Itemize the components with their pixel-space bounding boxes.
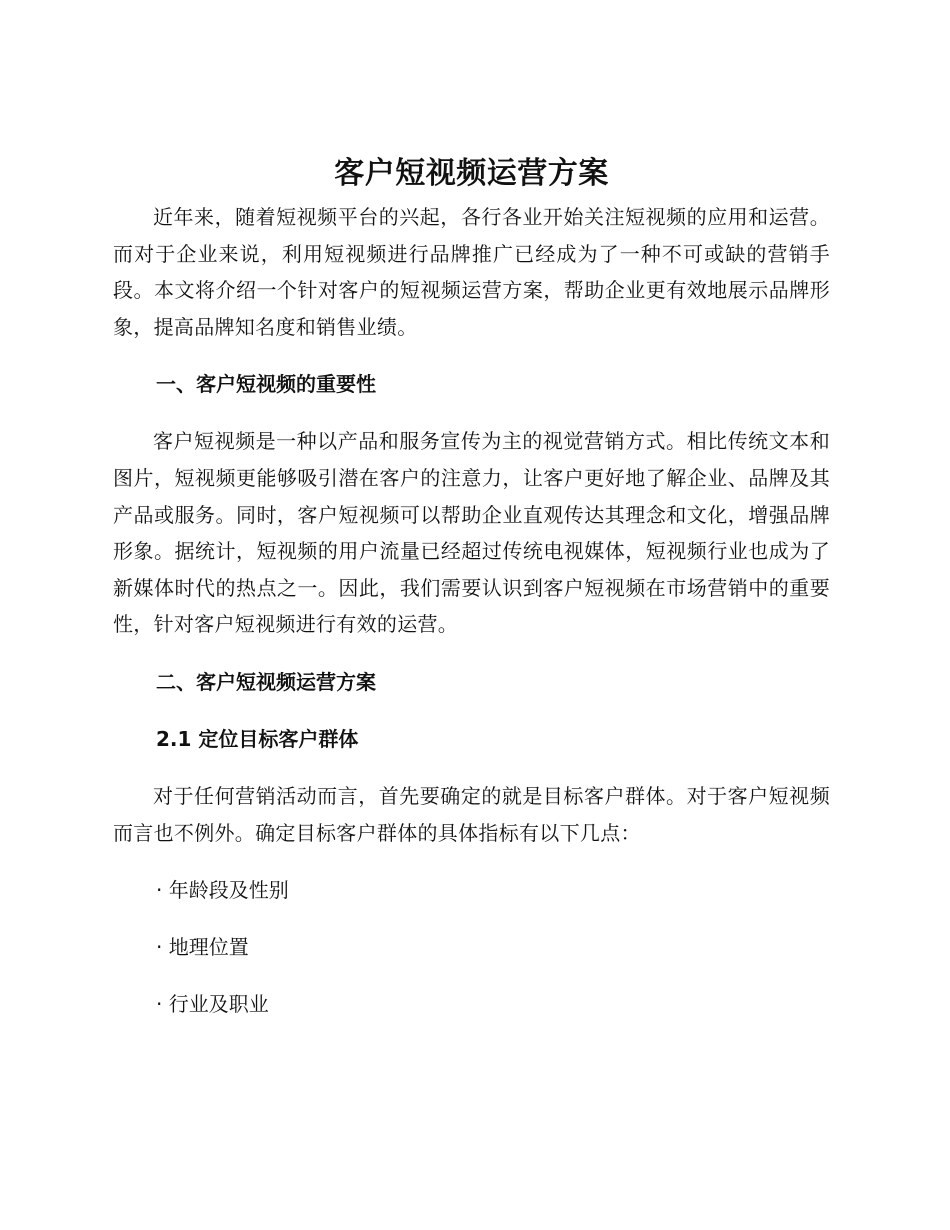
list-item: · 地理位置 (156, 935, 249, 960)
list-item: · 年龄段及性别 (156, 878, 289, 903)
section-2-heading: 二、客户短视频运营方案 (156, 669, 376, 694)
document-page (113, 150, 830, 1022)
section-2-1-paragraph: 对于任何营销活动而言，首先要确定的就是目标客户群体。对于客户短视频而言也不例外。确定目标客户群体的具体指标有以下几点： (113, 783, 830, 845)
list-item: · 行业及职业 (156, 992, 269, 1017)
intro-paragraph: 近年来，随着短视频平台的兴起，各行各业开始关注短视频的应用和运营。而对于企业来说，利用短视频进行品牌推广已经成为了一种不可或缺的营销手段。本文将介绍一个针对客户的短视频运营方案，帮助企业更有效地展示品牌形象，提高品牌知名度和销售业绩。 (113, 205, 830, 339)
section-1-heading: 一、客户短视频的重要性 (156, 372, 376, 397)
section-2-1-subheading: 2.1 定位目标客户群体 (156, 726, 359, 751)
document-title: 客户短视频运营方案 (334, 156, 609, 191)
target-criteria-list (113, 872, 830, 1022)
section-1-paragraph: 客户短视频是一种以产品和服务宣传为主的视觉营销方式。相比传统文本和图片，短视频更能够吸引潜在客户的注意力，让客户更好地了解企业、品牌及其产品或服务。同时，客户短视频可以帮助企业直观传达其理念和文化，增强品牌形象。据统计，短视频的用户流量已经超过传统电视媒体，短视频行业也成为了新媒体时代的热点之一。因此，我们需要认识到客户短视频在市场营销中的重要性，针对客户短视频进行有效的运营。 (113, 429, 830, 637)
